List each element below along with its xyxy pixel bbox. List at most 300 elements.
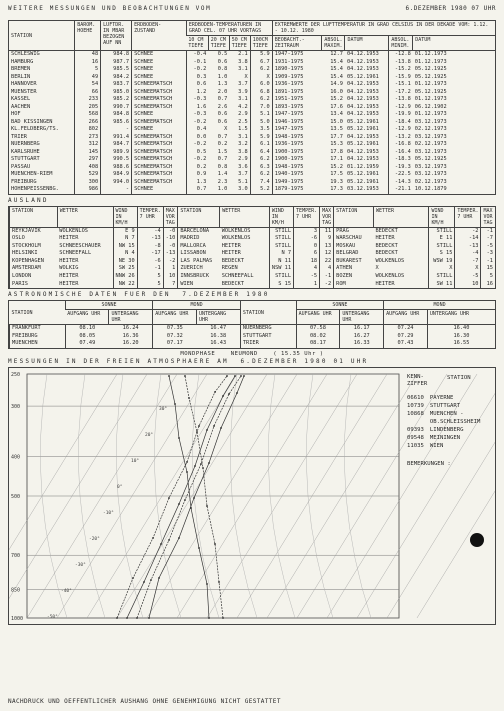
- cell-t20: 0.7: [217, 96, 228, 102]
- sounding-point: [148, 617, 150, 619]
- ausland-cell: MALLORCA: [178, 243, 220, 251]
- cell-absmin: -14.3: [389, 179, 413, 187]
- ausland-cell: LONDON: [10, 273, 58, 281]
- cell-barom: 273: [75, 134, 101, 142]
- cell-zeitraum: 1900-1975: [272, 149, 322, 157]
- cell-absmin: -13.2: [389, 134, 413, 142]
- pressure-label: 1000: [11, 616, 24, 623]
- cell-luftdruck: 987.7: [101, 59, 132, 67]
- sounding-point: [158, 577, 160, 579]
- cell-t100: 3.5: [250, 126, 272, 134]
- cell-zeitraum: 1879-1975: [272, 186, 322, 194]
- sounding-point: [194, 465, 196, 467]
- sounding-point: [152, 537, 154, 539]
- cell-datum-max: 05.12.1961: [346, 141, 379, 147]
- sounding-point: [168, 539, 170, 541]
- cell-station: MUENSTER: [11, 88, 37, 95]
- ausland-row: [10, 235, 496, 243]
- ausland-cell: -3: [481, 250, 495, 258]
- astro-cell-right: 16.55: [427, 340, 495, 348]
- ausland-head-temp: TEMPER. 7 UHR: [137, 207, 163, 228]
- station-row: [9, 171, 495, 179]
- cell-zeitraum: 1948-1975: [272, 164, 322, 172]
- legend-code: 11035: [407, 443, 424, 450]
- ausland-cell: HEITER: [375, 280, 395, 287]
- ausland-cell: X: [375, 265, 379, 272]
- cell-t100: 6.2: [250, 96, 272, 104]
- sounding-point: [184, 499, 186, 501]
- sounding-point: [202, 467, 204, 469]
- ausland-cell: PARIS: [10, 281, 58, 289]
- ausland-cell: -1: [320, 273, 334, 281]
- cell-t20: 0.7: [217, 156, 228, 162]
- footer-notice: NACHDRUCK UND OEFFENTLICHER AUSHANG OHNE GENEHMIGUNG NICHT GESTATTET: [8, 698, 281, 705]
- ausland-cell: -1: [481, 227, 495, 235]
- ausland-row: [10, 250, 496, 258]
- ausland-cell: WOLKENLOS: [59, 227, 88, 234]
- ausland-table-body: [10, 227, 496, 288]
- ausland-cell: MADRID: [178, 235, 220, 243]
- punch-hole: [470, 533, 484, 547]
- ausland-head-max: MAX VOR TAG: [320, 207, 334, 228]
- ausland-cell: WOLKENLOS: [221, 227, 251, 234]
- ausland-row: [10, 227, 496, 235]
- cell-datum-min: 03.12.1973: [414, 171, 447, 177]
- ausland-cell: N 4: [113, 250, 137, 258]
- cell-station: HOHENPEISSENBG.: [11, 186, 59, 192]
- temperature-label: -10°: [103, 511, 114, 517]
- pressure-label: 500: [11, 494, 21, 501]
- legend-station: PAYERNE: [429, 395, 454, 402]
- cell-t50: 3.2: [238, 141, 248, 147]
- mondphase-label: MONDPHASE: [180, 350, 216, 357]
- cell-absmax: 13.5: [330, 126, 343, 132]
- sounding-point: [228, 393, 230, 395]
- cell-erdboden: SCHNEEMATSCH: [132, 104, 187, 112]
- astro-cell-right: 16.30: [427, 333, 495, 341]
- cell-station: TRIER: [11, 133, 27, 140]
- ausland-cell: OSLO: [10, 235, 58, 243]
- sounding-point: [243, 375, 245, 377]
- temperature-label: -50°: [47, 615, 58, 621]
- ausland-cell: -13: [455, 243, 481, 251]
- cell-erdboden: SCHNEE: [132, 51, 187, 59]
- col-barom: BAROM. HOEHE: [75, 21, 101, 51]
- cell-station: BREMEN: [11, 66, 31, 72]
- ausland-head-wind: WIND IN KM/H: [269, 207, 293, 228]
- sonne-head: SONNE: [65, 301, 153, 310]
- ausland-head-wetter: WETTER: [220, 207, 270, 228]
- station-row: [9, 119, 495, 127]
- astro-cell-left: 16.36: [122, 332, 139, 339]
- ausland-row: [10, 258, 496, 266]
- sounding-point: [200, 463, 202, 465]
- ausland-cell: -5: [455, 273, 481, 281]
- cell-datum-max: 04.12.1953: [346, 81, 379, 87]
- sounding-profile: [117, 376, 227, 618]
- astro-table-body: [10, 325, 496, 348]
- ausland-cell: -14: [455, 235, 481, 243]
- cell-absmin: -13.8: [389, 96, 413, 104]
- ausland-cell: 11: [320, 227, 334, 235]
- sounding-point: [222, 617, 224, 619]
- cell-zeitraum: 1893-1975: [272, 104, 322, 112]
- station-row: [9, 111, 495, 119]
- cell-t50: 1.5: [238, 126, 248, 132]
- cell-erdboden: SCHNEEMATSCH: [132, 141, 187, 149]
- cell-luftdruck: 991.4: [101, 134, 132, 142]
- cell-t100: 7.4: [250, 179, 272, 187]
- cell-t100: 6.8: [250, 89, 272, 97]
- ausland-cell: -2: [320, 281, 334, 289]
- cell-erdboden: SCHNEEMATSCH: [132, 119, 187, 127]
- sounding-point: [143, 581, 145, 583]
- cell-t50: 2.9: [238, 111, 248, 117]
- legend-codes: [407, 394, 492, 450]
- ausland-cell: HEITER: [221, 242, 241, 249]
- ausland-cell: NW 22: [113, 281, 137, 289]
- ausland-cell: HELSINKI: [10, 250, 58, 258]
- cell-luftdruck: 985.5: [101, 66, 132, 74]
- cell-absmin: -19.3: [389, 164, 413, 172]
- ausland-title: AUSLAND: [8, 196, 49, 204]
- legend-entry: [407, 426, 492, 434]
- cell-station: NUERNBERG: [11, 141, 40, 147]
- cell-absmax: 17.5: [330, 171, 343, 177]
- page-header: [8, 6, 496, 20]
- ausland-row: [10, 273, 496, 281]
- sounding-point: [213, 425, 215, 427]
- ausland-cell: INNSBRUCK: [178, 273, 220, 281]
- sounding-profile: [149, 376, 244, 618]
- cell-datum-min: 01.12.1973: [414, 96, 447, 102]
- cell-datum-min: 03.12.1973: [414, 133, 447, 140]
- temperature-label: 10°: [131, 459, 140, 465]
- cell-absmin: -12.9: [389, 104, 413, 112]
- cell-datum-min: 03.12.1973: [414, 118, 447, 125]
- ausland-cell: STILL: [429, 273, 455, 281]
- cell-absmax: 19.3: [330, 178, 343, 185]
- ausland-cell: -4: [455, 250, 481, 258]
- cell-barom: 16: [75, 59, 101, 67]
- ausland-cell: NSW 11: [269, 265, 293, 273]
- ausland-head-temp: TEMPER. 7 UHR: [294, 207, 320, 228]
- cell-station: FREIBURG: [11, 178, 37, 185]
- ausland-cell: -0: [163, 243, 178, 251]
- untergang-head-m2: UNTERGANG UHR: [427, 310, 495, 325]
- ausland-cell: BEDECKT: [221, 280, 245, 287]
- sounding-point: [178, 537, 180, 539]
- cell-datum-max: 04.12.1953: [346, 96, 379, 102]
- astro-cell-right: NUERNBERG: [240, 325, 296, 333]
- cell-station: AACHEN: [11, 103, 31, 110]
- ausland-cell: 16: [481, 281, 495, 289]
- astro-row: [10, 333, 496, 341]
- cell-datum-max: 03.12.1953: [346, 186, 379, 192]
- cell-t50: 3.7: [238, 81, 248, 87]
- cell-erdboden: SCHNEE: [132, 186, 187, 194]
- cell-t10: -0.3: [186, 111, 208, 119]
- astro-cell-right: 16.40: [427, 325, 495, 333]
- sounding-point: [126, 617, 128, 619]
- header-date: 6.DEZEMBER 1980 07 UHR: [405, 5, 496, 12]
- col-erdtemp: ERDBODEN-TEMPERATUREN IN GRAD CEL. 07 UHR VORTAGS: [186, 21, 272, 36]
- cell-t50: 3.8: [238, 148, 248, 155]
- cell-t50: 2.1: [238, 51, 248, 57]
- cell-luftdruck: 984.8: [101, 111, 132, 119]
- ausland-cell: HEITER: [375, 235, 395, 242]
- sounding-point: [184, 375, 186, 377]
- cell-station: HAMBURG: [11, 58, 34, 65]
- sonne-head-2: SONNE: [296, 301, 384, 310]
- cell-station: MUENCHEN-RIEM: [11, 171, 53, 177]
- cell-datum-min: 01.12.1973: [414, 81, 447, 87]
- ausland-cell: 5: [481, 273, 495, 281]
- cell-t50: 3.1: [238, 133, 248, 140]
- ausland-cell: BUKAREST: [334, 258, 374, 266]
- ausland-cell: HEITER: [221, 250, 241, 257]
- ausland-cell: 0: [294, 243, 320, 251]
- ausland-cell: N 7: [269, 250, 293, 258]
- temperature-label: 20°: [145, 433, 154, 439]
- sounding-point: [160, 543, 162, 545]
- astro-cell-left: 07.35: [153, 325, 197, 333]
- cell-luftdruck: 988.6: [101, 164, 132, 172]
- temperature-label: -20°: [89, 537, 100, 543]
- ausland-cell: AMSTERDAM: [10, 265, 58, 273]
- ausland-cell: BOZEN: [334, 273, 374, 281]
- cell-station: BERLIN: [11, 73, 31, 80]
- cell-t100: 5.9: [250, 134, 272, 142]
- cell-t50: 2.5: [238, 118, 248, 125]
- cell-t20: 1.0: [217, 73, 228, 80]
- cell-t100: 6.7: [250, 59, 272, 67]
- cell-t10: -0.2: [186, 119, 208, 127]
- astro-cell-left: 16.47: [210, 325, 227, 332]
- cell-t50: 3.6: [238, 163, 248, 170]
- cell-absmin: -17.2: [389, 89, 413, 97]
- legend-entry: [407, 394, 492, 402]
- ausland-table: [8, 206, 496, 290]
- sounding-point: [222, 395, 224, 397]
- cell-luftdruck: 984.8: [101, 51, 132, 59]
- ausland-head-station: STATION: [334, 207, 374, 228]
- cell-t100: 6.2: [250, 156, 272, 164]
- cell-erdboden: SCHNEEMATSCH: [132, 156, 187, 164]
- ausland-cell: X: [455, 265, 481, 273]
- cell-erdboden: SCHNEEMATSCH: [132, 96, 187, 104]
- cell-barom: 5: [75, 66, 101, 74]
- cell-datum-min: 05.12.1925: [414, 88, 447, 95]
- ausland-cell: N 7: [113, 235, 137, 243]
- cell-barom: 233: [75, 96, 101, 104]
- sounding-point: [234, 375, 236, 377]
- legend-station: STUTTGART: [429, 403, 461, 410]
- sounding-point: [196, 431, 198, 433]
- ausland-cell: -1: [481, 258, 495, 266]
- ausland-cell: X: [429, 265, 455, 273]
- legend-entry: [407, 442, 492, 450]
- sounding-point: [220, 427, 222, 429]
- cell-luftdruck: 983.7: [101, 81, 132, 89]
- cell-zeitraum: 1947-1975: [272, 126, 322, 134]
- cell-zeitraum: 1951-1975: [272, 96, 322, 104]
- cell-absmin: -12.9: [389, 126, 413, 134]
- cell-datum-max: 04.12.1953: [346, 133, 379, 140]
- sounding-point: [168, 375, 170, 377]
- station-row: [9, 74, 495, 82]
- legend-station-label: STATION: [447, 375, 471, 382]
- cell-absmin: -15.2: [389, 66, 413, 74]
- cell-datum-max: 04.12.1953: [346, 66, 379, 72]
- cell-absmax: 14.9: [330, 81, 343, 87]
- ausland-cell: WOLKIG: [59, 265, 79, 272]
- legend-station: LINDENBERG: [429, 427, 464, 434]
- ausland-cell: 10: [455, 281, 481, 289]
- cell-t50: X: [244, 73, 248, 80]
- astro-cell-left: FREIBURG: [10, 333, 66, 341]
- cell-t20: 1.5: [217, 148, 228, 155]
- ausland-cell: BEDECKT: [375, 242, 398, 249]
- cell-absmin: -13.8: [389, 59, 413, 67]
- cell-t100: 5.2: [250, 186, 272, 194]
- cell-t10: 0.2: [186, 164, 208, 172]
- cell-barom: 312: [75, 141, 101, 149]
- legend-entry: [407, 434, 492, 442]
- cell-datum-max: 04.12.1953: [346, 148, 379, 155]
- cell-zeitraum: 1900-1975: [272, 156, 322, 164]
- bemerkungen: BEMERKUNGEN :: [407, 461, 451, 468]
- cell-datum-max: 04.12.1953: [346, 103, 379, 110]
- cell-datum-min: 01.12.1973: [414, 58, 447, 65]
- legend-code: 10868: [407, 411, 424, 418]
- cell-t50: 3.9: [238, 88, 248, 95]
- ausland-cell: 3: [294, 227, 320, 235]
- sounding-point: [226, 375, 228, 377]
- temperature-label: -40°: [61, 589, 72, 595]
- cell-datum-min: 01.12.1973: [414, 51, 447, 57]
- cell-zeitraum: 1946-1975: [272, 119, 322, 127]
- cell-t50: 3.1: [238, 96, 248, 102]
- cell-t20: 0.8: [217, 163, 228, 170]
- sounding-point: [116, 617, 118, 619]
- ausland-cell: WIEN: [178, 281, 220, 289]
- astro-row: [10, 340, 496, 348]
- cell-barom: 408: [75, 164, 101, 172]
- cell-barom: 66: [75, 89, 101, 97]
- station-row: [9, 81, 495, 89]
- cell-t50: 3.8: [238, 58, 248, 65]
- station-row: [9, 164, 495, 172]
- cell-t20: 0.2: [217, 141, 228, 147]
- astro-cell-left: 08.10: [65, 325, 109, 333]
- sounding-point: [186, 461, 188, 463]
- cell-t10: -0.1: [186, 59, 208, 67]
- cell-erdboden: SCHNEEMATSCH: [132, 81, 187, 89]
- station-row: [9, 149, 495, 157]
- cell-barom: 145: [75, 149, 101, 157]
- sounding-point: [174, 403, 176, 405]
- mondphase-time: ( 15.35 Uhr ): [273, 350, 324, 357]
- ausland-cell: S 15: [269, 281, 293, 289]
- cell-absmin: -22.5: [389, 171, 413, 179]
- mond-head-2: MOND: [384, 301, 495, 310]
- cell-t20: 2.0: [217, 88, 228, 95]
- cell-luftdruck: -: [101, 126, 132, 134]
- sounding-point: [208, 462, 210, 464]
- cell-absmin: -12.8: [389, 51, 413, 59]
- legend-code: 10739: [407, 403, 424, 410]
- aerologie-section-title: [8, 359, 496, 365]
- col-beob: BEOBACHT.- ZEITRAUM: [272, 36, 322, 51]
- ausland-cell: STILL: [269, 235, 293, 243]
- ausland-cell: -7: [481, 235, 495, 243]
- depth-20: 20 CM TIEFE: [208, 36, 229, 51]
- sounding-point: [178, 437, 180, 439]
- sounding-profile: [137, 376, 241, 618]
- cell-t50: 3.0: [238, 186, 248, 192]
- cell-barom: 266: [75, 119, 101, 127]
- cell-datum-min: 05.12.1925: [414, 156, 447, 162]
- station-row: [9, 156, 495, 164]
- ausland-head-wetter: WETTER: [373, 207, 429, 228]
- astro-cell-right: TRIER: [240, 340, 296, 348]
- ausland-cell: SCHNEEFALL: [221, 273, 254, 280]
- astro-cell-left: 08.05: [65, 333, 109, 341]
- cell-absmin: -18.4: [389, 119, 413, 127]
- astro-station-head: STATION: [10, 301, 66, 325]
- cell-station: KL.FELDBERG/TS.: [11, 126, 59, 132]
- cell-datum-min: 03.12.1973: [414, 148, 447, 155]
- cell-t20: 0.5: [217, 51, 228, 57]
- astro-cell-right: STUTTGART: [240, 333, 296, 341]
- cell-absmax: 15.2: [330, 96, 343, 102]
- cell-zeitraum: 1890-1975: [272, 66, 322, 74]
- cell-t20: 0.8: [217, 66, 228, 72]
- legend-entry: [407, 402, 492, 410]
- cell-absmin: -16.4: [389, 149, 413, 157]
- cell-absmax: 15.0: [330, 118, 343, 125]
- ausland-cell: SCHNEESCHAUER: [59, 242, 101, 249]
- ausland-cell: PRAG: [334, 227, 374, 235]
- cell-t20: 0.6: [217, 58, 228, 65]
- astro-cell-right: 07.43: [384, 340, 428, 348]
- cell-datum-min: 02.12.1973: [414, 141, 447, 147]
- astro-cell-left: 16.20: [122, 340, 139, 347]
- cell-datum-min: 02.12.1973: [414, 126, 447, 132]
- ausland-cell: 12: [320, 250, 334, 258]
- cell-absmin: -21.1: [389, 186, 413, 194]
- germany-table: [8, 20, 496, 195]
- sounding-point: [136, 617, 138, 619]
- sounding-point: [240, 375, 242, 377]
- astro-cell-left: 07.49: [65, 340, 109, 348]
- legend-entry: [407, 410, 492, 426]
- cell-t100: 5.0: [250, 119, 272, 127]
- cell-t20: 1.0: [217, 186, 228, 192]
- cell-barom: 568: [75, 111, 101, 119]
- cell-t100: 6.1: [250, 141, 272, 149]
- ausland-head-wind: WIND IN KM/H: [113, 207, 137, 228]
- ausland-cell: STILL: [429, 243, 455, 251]
- sounding-profile: [169, 376, 209, 618]
- sounding-point: [206, 429, 208, 431]
- astro-table: [8, 300, 496, 349]
- mond-head: MOND: [153, 301, 241, 310]
- cell-absmin: -16.8: [389, 141, 413, 149]
- cell-t20: 2.6: [217, 103, 228, 110]
- cell-t50: 3.7: [238, 171, 248, 177]
